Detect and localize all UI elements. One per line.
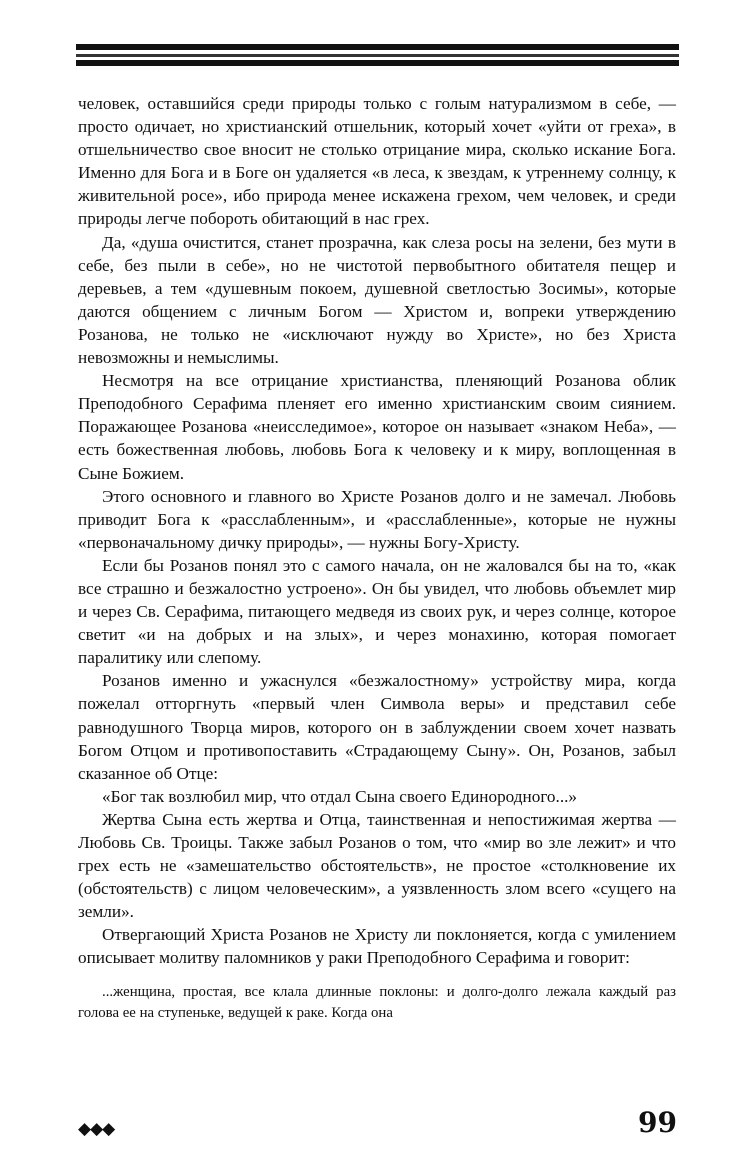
header-rule-middle: [76, 54, 679, 57]
paragraph: Несмотря на все отрицание христианства, пленяющий Розанова облик Преподобного Серафима пленяет его именно христианским своим сиянием. Поражающее Розанова «неисследимое», которое он называет «знаком Неба», — есть божественная любовь, любовь Бога к человеку и к миру, воплощенная в Сыне Божием.: [78, 371, 676, 483]
paragraph: Отвергающий Христа Розанов не Христу ли поклоняется, когда с умилением описывает молитву паломников у раки Преподобного Серафима и говорит:: [78, 925, 676, 968]
header-rule-top: [76, 44, 679, 50]
paragraph: человек, оставшийся среди природы только с голым натурализмом в себе, — просто одичает, но христианский отшельник, который хочет «уйти от греха», в отшельничество свое вносит не столько отрицание мира, сколько искание Бога. Именно для Бога и в Боге он удаляется «в леса, к звездам, к утреннему солнцу, к живительной росе», ибо природа менее искажена грехом, чем человек, и среди природы легче побороть обитающий в нас грех.: [78, 94, 676, 229]
body-text: [78, 92, 676, 1024]
paragraph: Розанов именно и ужаснулся «безжалостному» устройству мира, когда пожелал отторгнуть «первый член Символа веры» и представил себе равнодушного Творца миров, которого он в заблуждении своем хочет назвать Богом Отцом и противопоставить «Страдающему Сыну». Он, Розанов, забыл сказанное об Отце:: [78, 671, 676, 783]
scripture-quote: «Бог так возлюбил мир, что отдал Сына своего Единородного...»: [102, 786, 578, 806]
paragraph: Да, «душа очистится, станет прозрачна, как слеза росы на зелени, без мути в себе, без пыли в себе», но не чистотой первобытного обитателя пещер и деревьев, а тем «душевным покоем, душевной светлостью Зосимы», которые даются общением с личным Богом — Христом и, вопреки утверждению Розанова, не только не «исключают нужду во Христе», но без Христа невозможны и немыслимы.: [78, 232, 676, 368]
footer-ornament: ◆◆◆: [78, 1119, 115, 1139]
block-quote: ...женщина, простая, все клала длинные поклоны: и долго-долго лежала каждый раз голова ее на ступеньке, ведущей к раке. Когда она: [78, 983, 676, 1021]
page-number: 99: [638, 1106, 677, 1139]
paragraph: Если бы Розанов понял это с самого начала, он не жаловался бы на то, «как все страшно и безжалостно устроено». Он бы увидел, что любовь объемлет мир и через Св. Серафима, питающего медведя из своих рук, и через солнце, которое светит «и на добрых и на злых», и через монахиню, которая помогает паралитику или слепому.: [78, 555, 676, 668]
paragraph: Жертва Сына есть жертва и Отца, таинственная и непостижимая жертва — Любовь Св. Троицы. Также забыл Розанов о том, что «мир во зле лежит» и что грех есть не «замешательство обстоятельств», не простое «столкновение их (обстоятельств) с лицом человеческим», а уязвленность злом всего «сущего на земли».: [78, 809, 676, 922]
paragraph: Этого основного и главного во Христе Розанов долго и не замечал. Любовь приводит Бога к «расслабленным», и «расслабленные», которые не нужны «первоначальному дичку природы», — нужны Богу-Христу.: [78, 486, 676, 552]
header-rule-bottom: [76, 60, 679, 66]
